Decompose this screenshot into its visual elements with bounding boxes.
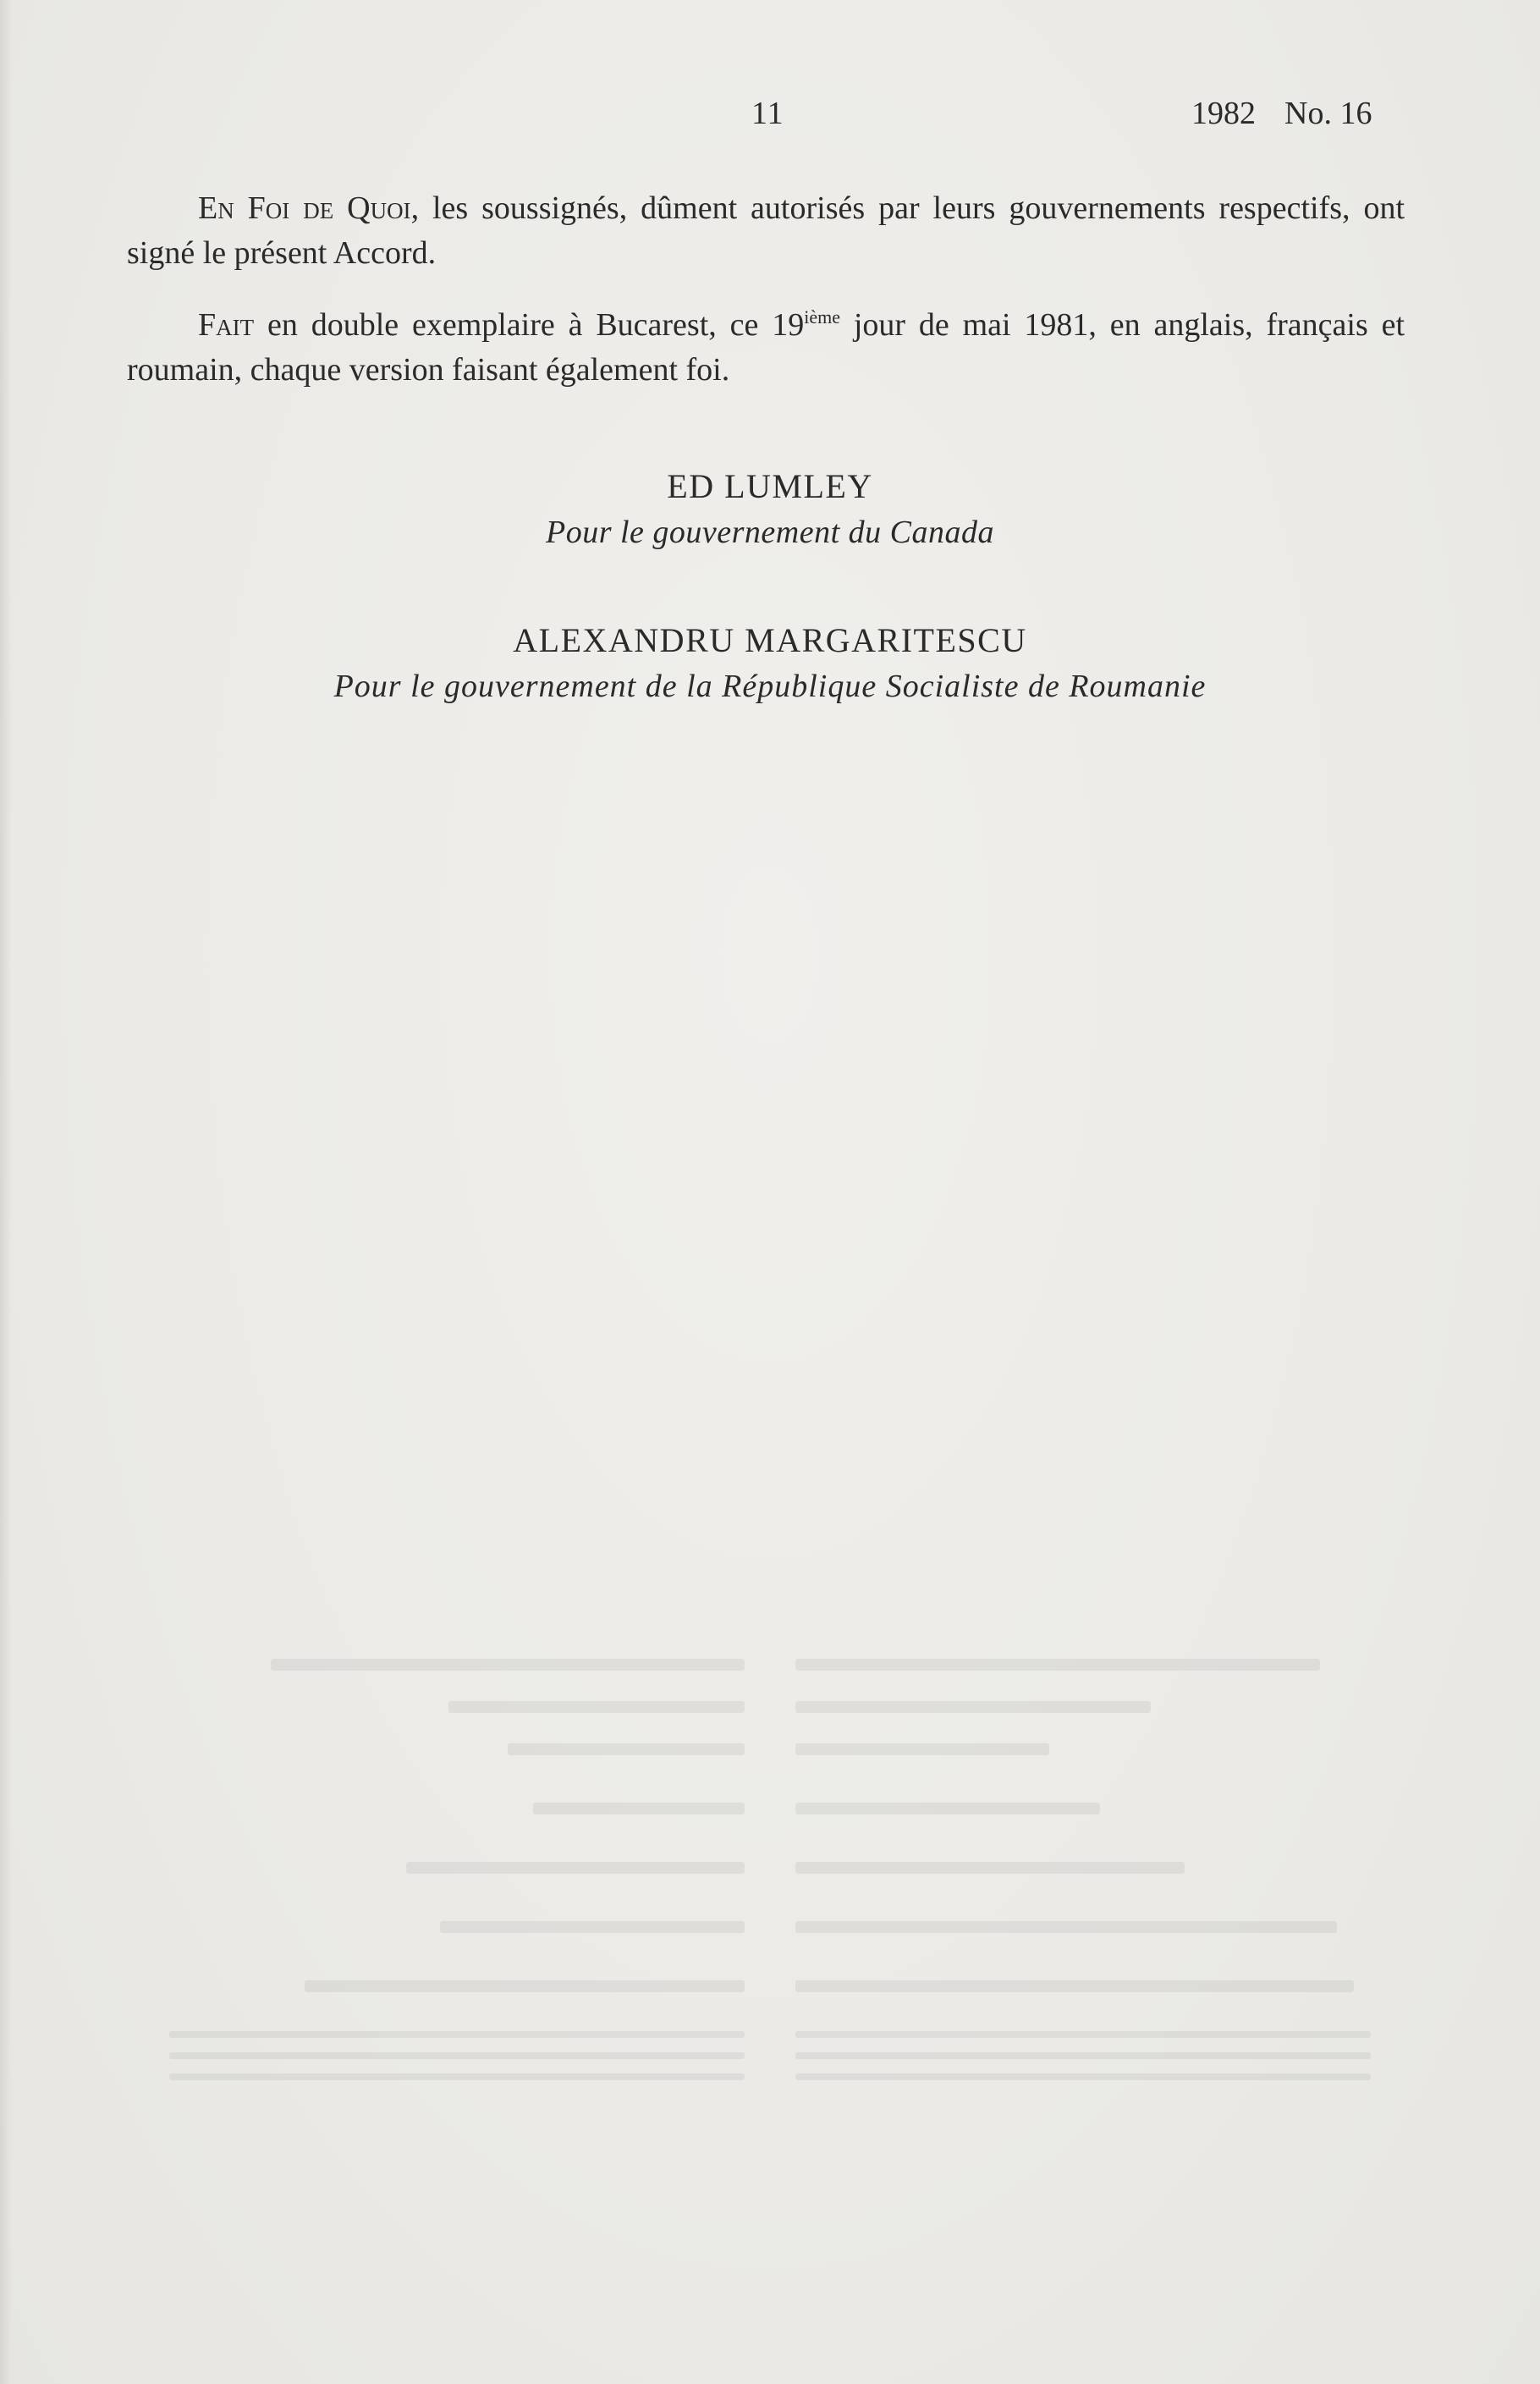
signatory-name: ED LUMLEY	[667, 467, 873, 505]
signatory-name: ALEXANDRU MARGARITESCU	[513, 621, 1027, 659]
ordinal-superscript: ième	[804, 306, 840, 328]
done-lead: Fait	[198, 307, 255, 343]
done-text-before: en double exemplaire à Bucarest, ce 19	[254, 307, 805, 343]
page-edge-shadow	[0, 0, 12, 2384]
done-text-after: jour de mai 1981, en anglais, français et roumain, chaque version faisant également foi.	[127, 307, 1405, 388]
page-number: 11	[751, 96, 784, 131]
signature-block-canada	[0, 464, 1540, 555]
reverse-side-bleed-through	[254, 1659, 1388, 2183]
witness-lead: En Foi de Quoi	[198, 190, 411, 226]
signatory-title: Pour le gouvernement de la République Socialiste de Roumanie	[333, 669, 1207, 704]
statute-year: 1982	[1191, 96, 1256, 131]
signature-block-romania	[0, 618, 1540, 709]
signatory-title: Pour le gouvernement du Canada	[545, 515, 995, 550]
witness-text: , les soussignés, dûment autorisés par leurs gouvernements respectifs, ont signé le présent Accord.	[127, 190, 1405, 271]
statute-reference	[1191, 95, 1372, 132]
statute-number: No. 16	[1284, 96, 1372, 131]
done-paragraph	[127, 303, 1405, 393]
witness-paragraph	[127, 186, 1405, 276]
